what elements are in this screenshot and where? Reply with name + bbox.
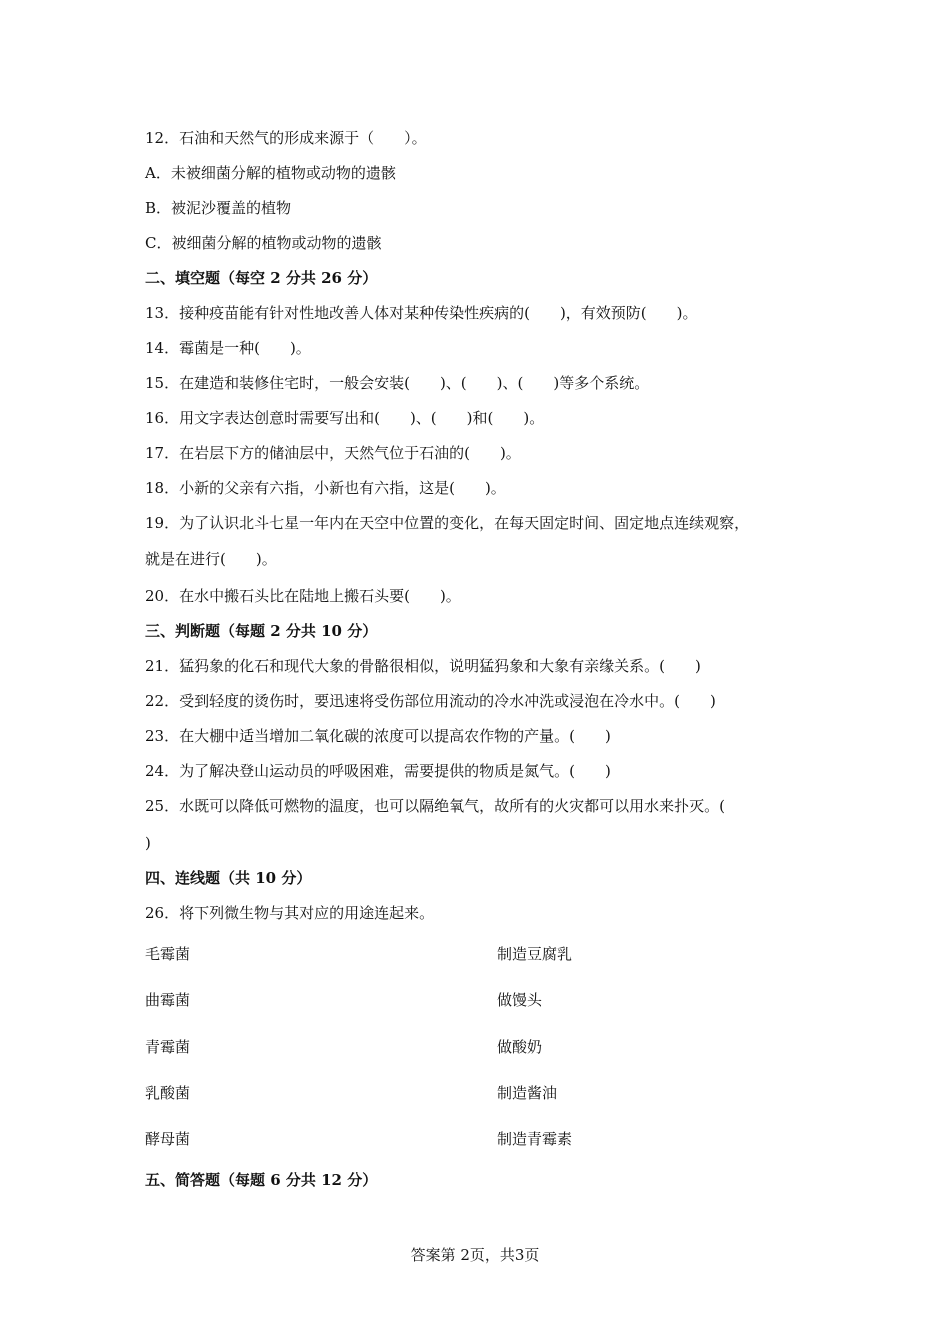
question-19: 19．为了认识北斗七星一年内在天空中位置的变化，在每天固定时间、固定地点连续观察， xyxy=(145,514,750,532)
question-20: 20．在水中搬石头比在陆地上搬石头要( )。 xyxy=(145,587,461,605)
use-item: 做酸奶 xyxy=(497,1038,543,1056)
microbe-item: 酵母菌 xyxy=(145,1130,191,1148)
microbe-item: 毛霉菌 xyxy=(145,945,191,963)
question-15: 15．在建造和装修住宅时，一般会安装( )、( )、( )等多个系统。 xyxy=(145,374,650,392)
use-item: 制造青霉素 xyxy=(497,1130,573,1148)
section-matching: 四、连线题（共 10 分） xyxy=(145,869,312,887)
question-22: 22．受到轻度的烫伤时，要迅速将受伤部位用流动的冷水冲洗或浸泡在冷水中。( ) xyxy=(145,692,716,710)
question-24: 24．为了解决登山运动员的呼吸困难，需要提供的物质是氮气。( ) xyxy=(145,762,611,780)
microbe-item: 乳酸菌 xyxy=(145,1084,191,1102)
question-25-continued: ) xyxy=(145,834,151,852)
question-23: 23．在大棚中适当增加二氧化碳的浓度可以提高农作物的产量。( ) xyxy=(145,727,611,745)
section-fill-in: 二、填空题（每空 2 分共 26 分） xyxy=(145,269,378,287)
use-item: 制造酱油 xyxy=(497,1084,558,1102)
page-footer: 答案第 2页，共3页 xyxy=(410,1246,540,1264)
question-19-continued: 就是在进行( )。 xyxy=(145,550,277,568)
question-17: 17．在岩层下方的储油层中，天然气位于石油的( )。 xyxy=(145,444,521,462)
question-25: 25．水既可以降低可燃物的温度，也可以隔绝氧气，故所有的火灾都可以用水来扑灭。( xyxy=(145,797,725,815)
question-18: 18．小新的父亲有六指，小新也有六指，这是( )。 xyxy=(145,479,506,497)
question-14: 14．霉菌是一种( )。 xyxy=(145,339,311,357)
use-item: 做馒头 xyxy=(497,991,543,1009)
question-26: 26．将下列微生物与其对应的用途连起来。 xyxy=(145,904,435,922)
option-c: C．被细菌分解的植物或动物的遗骸 xyxy=(145,234,382,252)
option-b: B．被泥沙覆盖的植物 xyxy=(145,199,292,217)
section-true-false: 三、判断题（每题 2 分共 10 分） xyxy=(145,622,378,640)
use-item: 制造豆腐乳 xyxy=(497,945,573,963)
option-a: A．未被细菌分解的植物或动物的遗骸 xyxy=(145,164,396,182)
microbe-item: 曲霉菌 xyxy=(145,991,191,1009)
microbe-item: 青霉菌 xyxy=(145,1038,191,1056)
question-12: 12．石油和天然气的形成来源于（ ）。 xyxy=(145,129,427,147)
section-short-answer: 五、简答题（每题 6 分共 12 分） xyxy=(145,1171,378,1189)
question-13: 13．接种疫苗能有针对性地改善人体对某种传染性疾病的( )，有效预防( )。 xyxy=(145,304,698,322)
question-16: 16．用文字表达创意时需要写出和( )、( )和( )。 xyxy=(145,409,545,427)
question-21: 21．猛犸象的化石和现代大象的骨骼很相似，说明猛犸象和大象有亲缘关系。( ) xyxy=(145,657,701,675)
